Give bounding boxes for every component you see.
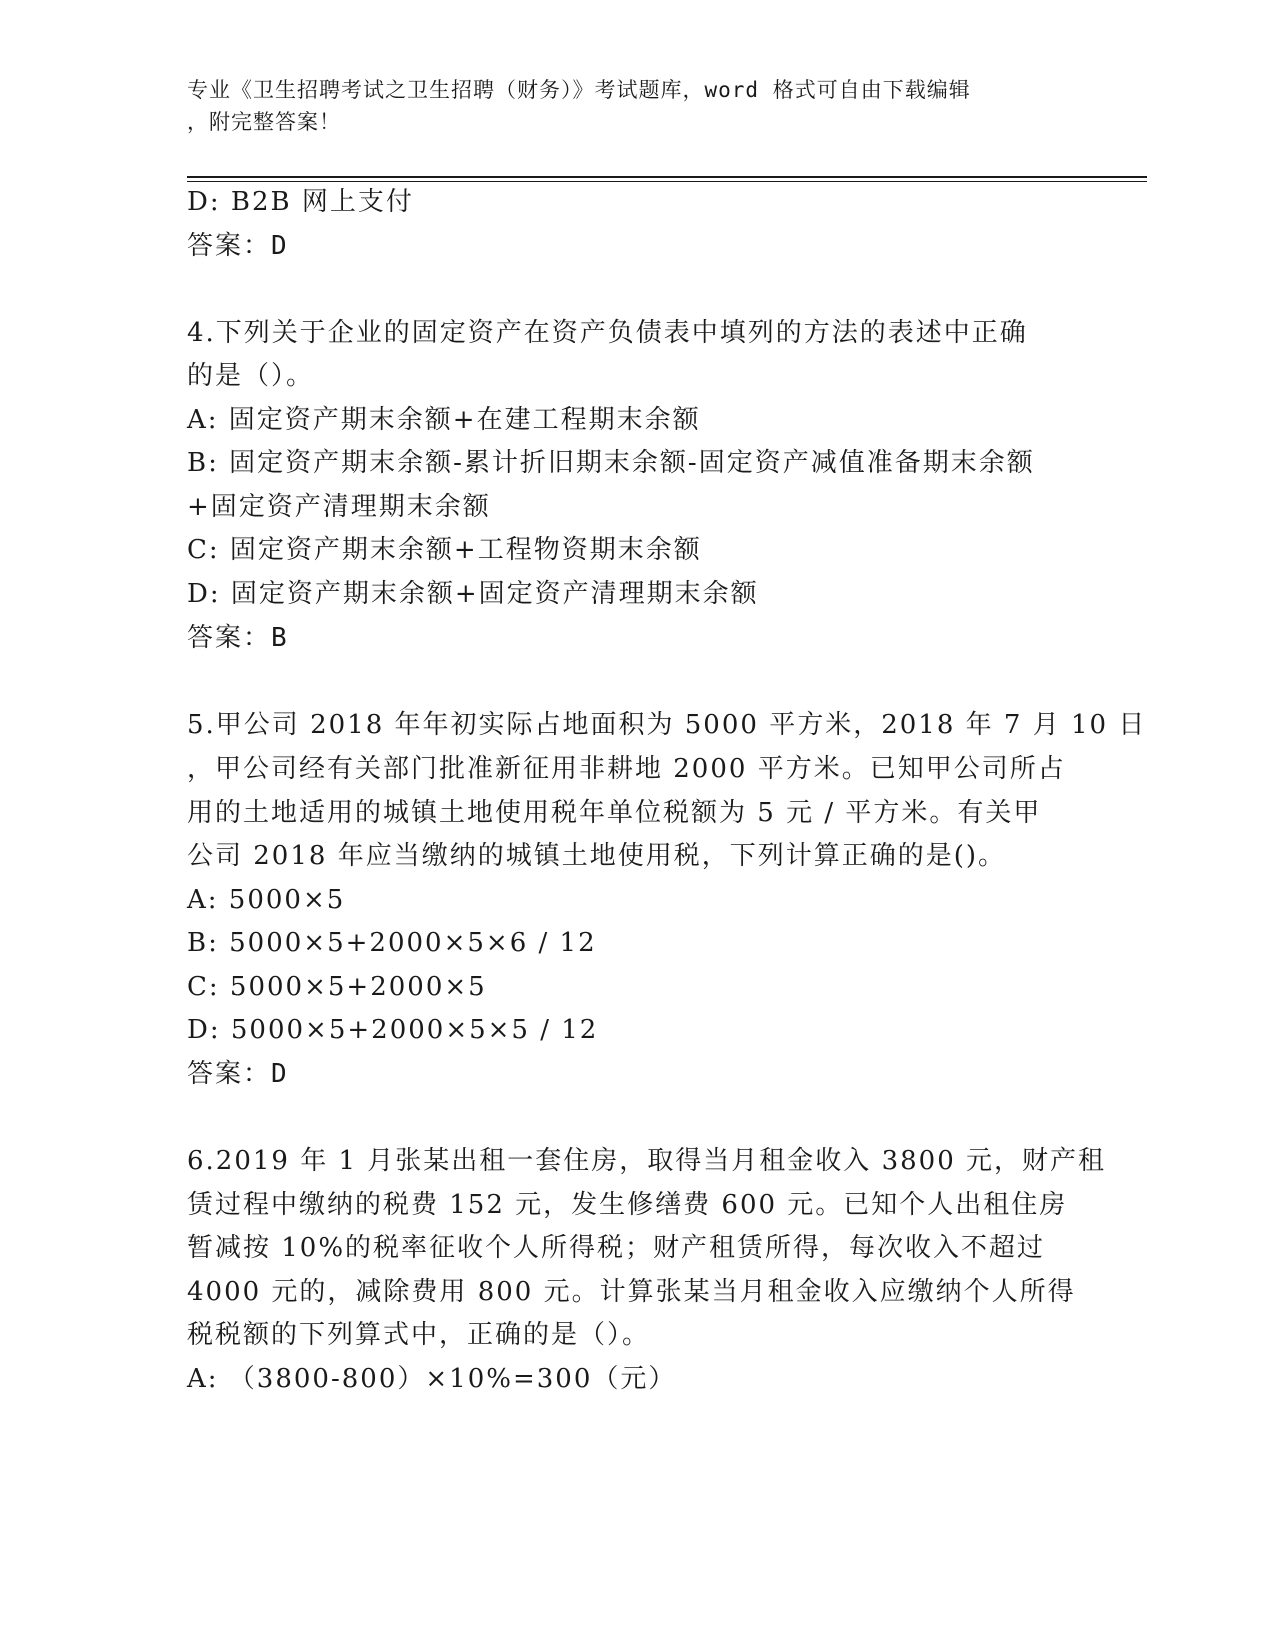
q4-option-b-line-1: B: 固定资产期末余额-累计折旧期末余额-固定资产减值准备期末余额 [187,448,1035,478]
header-title-line: 专业《卫生招聘考试之卫生招聘（财务）》考试题库，word 格式可自由下载编辑 [187,78,971,102]
q5-stem-line-2: ，甲公司经有关部门批准新征用非耕地 2000 平方米。已知甲公司所占 [187,754,1066,784]
header-divider-thin [187,181,1147,182]
answer-label: 答案： [187,1059,272,1089]
q5-option-b: B: 5000×5+2000×5×6 / 12 [187,928,597,958]
answer-label: 答案： [187,231,272,261]
header-title-line-continued: ，附完整答案！ [187,110,341,134]
q6-stem-line-3: 暂减按 10%的税率征收个人所得税；财产租赁所得，每次收入不超过 [187,1233,1046,1263]
document-header [187,74,1067,138]
q6-option-a: A: （3800-800）×10%=300（元） [187,1364,677,1394]
q6-stem-line-1: 6.2019 年 1 月张某出租一套住房，取得当月租金收入 3800 元，财产租 [187,1146,1107,1176]
q5-stem-line-3: 用的土地适用的城镇土地使用税年单位税额为 5 元 / 平方米。有关甲 [187,798,1042,828]
header-divider-thick [187,176,1147,178]
answer-value: D [271,1059,289,1089]
q5-stem-line-4: 公司 2018 年应当缴纳的城镇土地使用税，下列计算正确的是()。 [187,841,1006,871]
q4-option-a: A: 固定资产期末余额+在建工程期末余额 [187,405,701,435]
answer-value: B [271,623,289,653]
q3-answer [187,229,289,263]
q5-answer [187,1057,289,1091]
q5-stem-line-1: 5.甲公司 2018 年年初实际占地面积为 5000 平方米，2018 年 7 月 10 日 [187,710,1147,740]
q4-stem-line-1: 4.下列关于企业的固定资产在资产负债表中填列的方法的表述中正确 [187,318,1028,348]
q4-option-b-line-2: +固定资产清理期末余额 [187,492,491,522]
q4-stem-line-2: 的是（）。 [187,361,315,391]
q4-option-c: C: 固定资产期末余额+工程物资期末余额 [187,535,702,565]
q6-stem-line-5: 税税额的下列算式中，正确的是（）。 [187,1320,651,1350]
answer-value: D [271,231,289,261]
answer-label: 答案： [187,623,272,653]
q5-option-d: D: 5000×5+2000×5×5 / 12 [187,1015,599,1045]
q3-option-d: D: B2B 网上支付 [187,187,414,217]
q5-option-c: C: 5000×5+2000×5 [187,972,487,1002]
q5-option-a: A: 5000×5 [187,885,346,915]
q6-stem-line-2: 赁过程中缴纳的税费 152 元，发生修缮费 600 元。已知个人出租住房 [187,1190,1068,1220]
q6-stem-line-4: 4000 元的，减除费用 800 元。计算张某当月租金收入应缴纳个人所得 [187,1277,1076,1307]
q4-answer [187,621,289,655]
q4-option-d: D: 固定资产期末余额+固定资产清理期末余额 [187,579,759,609]
